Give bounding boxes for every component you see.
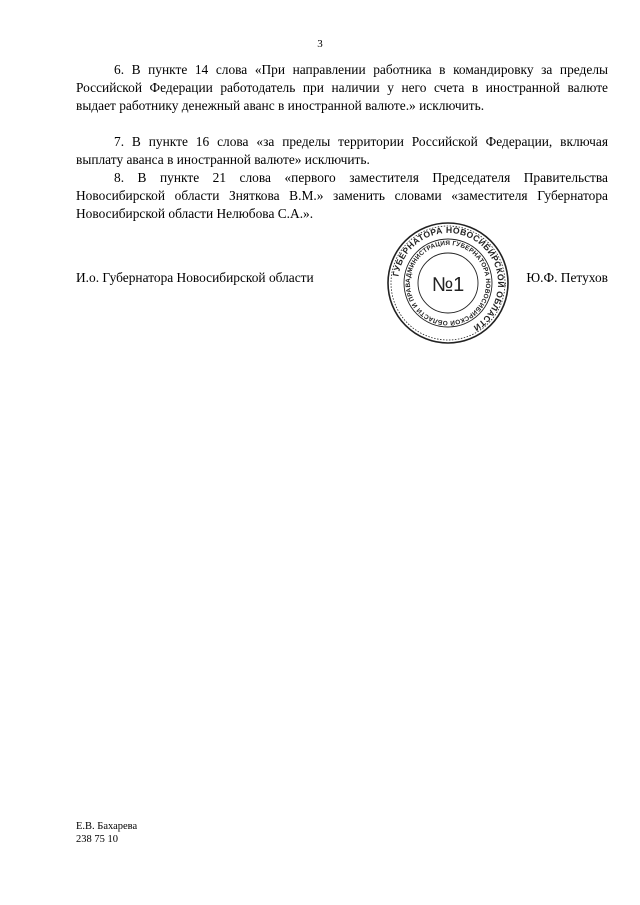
- seal-number: №1: [431, 274, 465, 296]
- executor-name: Е.В. Бахарева: [76, 821, 138, 832]
- seal-outer-text: ГУБЕРНАТОРА НОВОСИБИРСКОЙ ОБЛАСТИ: [390, 224, 507, 334]
- executor-block: [76, 820, 137, 846]
- seal-graphic: [385, 220, 511, 346]
- signatory-role: И.о. Губернатора Новосибирской области: [76, 270, 314, 285]
- signatory-name: Ю.Ф. Петухов: [526, 270, 608, 285]
- paragraph-8: 8. В пункте 21 слова «первого заместителя Председателя Правительства Новосибирской области Зняткова В.М.» заменить словами «заместителя Губернатора Новосибирской области Нелюбова С.А.».: [76, 170, 608, 221]
- official-seal: [385, 220, 511, 346]
- paragraph-7: 7. В пункте 16 слова «за пределы территории Российской Федерации, включая выплату аванса в иностранной валюте» исключить.: [76, 134, 608, 167]
- executor-phone: 238 75 10: [76, 834, 118, 845]
- seal-inner-text: АДМИНИСТРАЦИЯ ГУБЕРНАТОРА НОВОСИБИРСКОЙ ОБЛАСТИ И ПРАВ: [404, 239, 492, 327]
- paragraph-6: 6. В пункте 14 слова «При направлении работника в командировку за пределы Российской Федерации работодатель при наличии у него счета в иностранной валюте выдает работнику денежный аванс в иностранной валюте.» исключить.: [76, 62, 608, 113]
- page-number: 3: [317, 38, 323, 50]
